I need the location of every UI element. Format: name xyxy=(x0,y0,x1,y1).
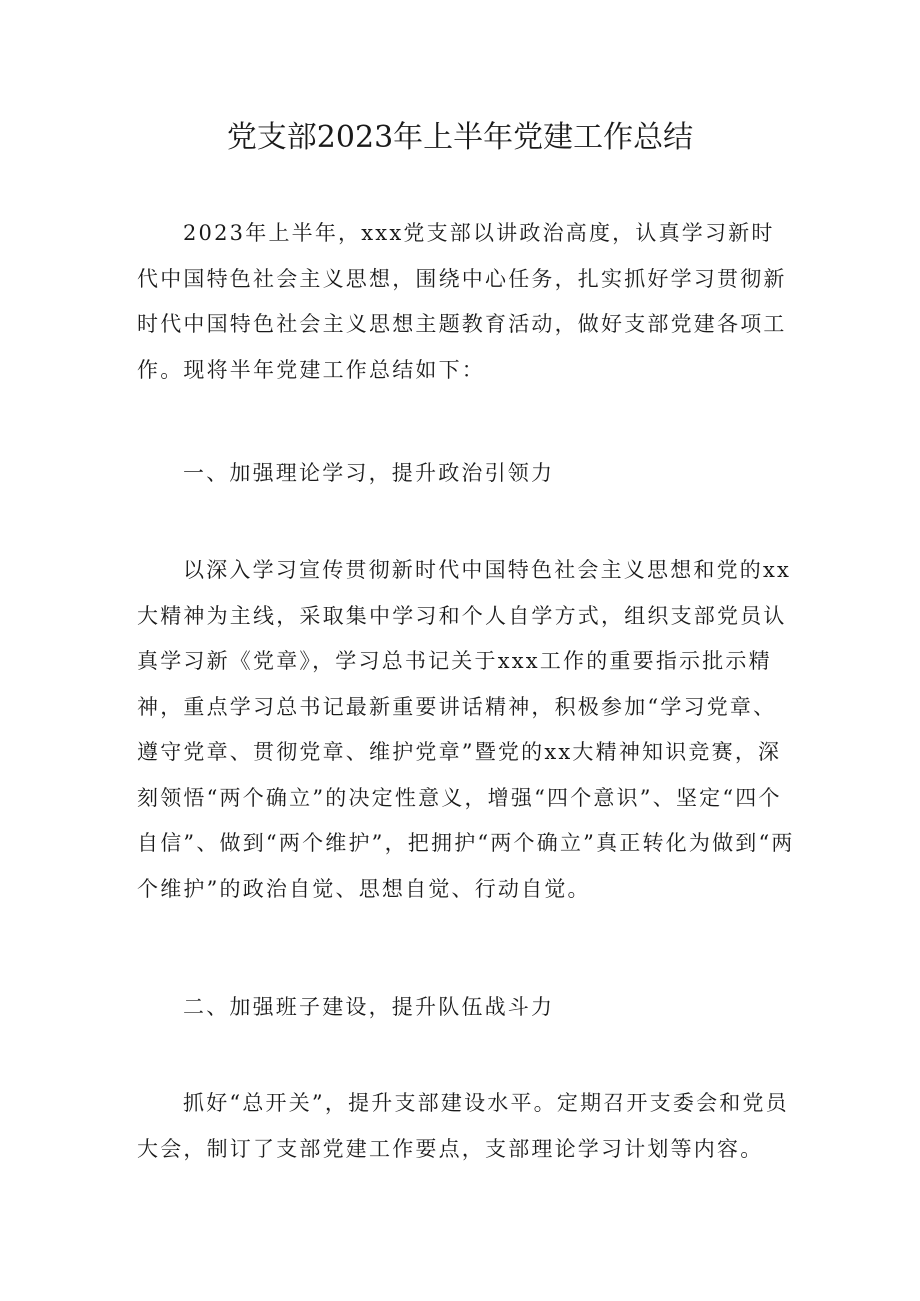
section-body-2: 抓好“总开关”，提升支部建设水平。定期召开支委会和党员大会，制订了支部党建工作要点，支部理论学习计划等内容。 xyxy=(137,1091,789,1161)
intro-paragraph: 2023年上半年，xxx党支部以讲政治高度，认真学习新时代中国特色社会主义思想，围绕中心任务，扎实抓好学习贯彻新时代中国特色社会主义思想主题教育活动，做好支部党建各项工作。现将半年党建工作总结如下： xyxy=(137,221,787,382)
section-body-1: 以深入学习宣传贯彻新时代中国特色社会主义思想和党的xx大精神为主线，采取集中学习和个人自学方式，组织支部党员认真学习新《党章》，学习总书记关于xxx工作的重要指示批示精神，重点学习总书记最新重要讲话精神，积极参加“学习党章、遵守党章、贯彻党章、维护党章”暨党的xx大精神知识竞赛，深刻领悟“两个确立”的决定性意义，增强“四个意识”、坚定“四个自信”、做到“两个维护”，把拥护“两个确立”真正转化为做到“两个维护”的政治自觉、思想自觉、行动自觉。 xyxy=(137,558,795,901)
section-heading-1: 一、加强理论学习，提升政治引领力 xyxy=(183,461,555,485)
section-heading-2: 二、加强班子建设，提升队伍战斗力 xyxy=(183,995,555,1019)
document-title: 党支部2023年上半年党建工作总结 xyxy=(226,120,694,155)
